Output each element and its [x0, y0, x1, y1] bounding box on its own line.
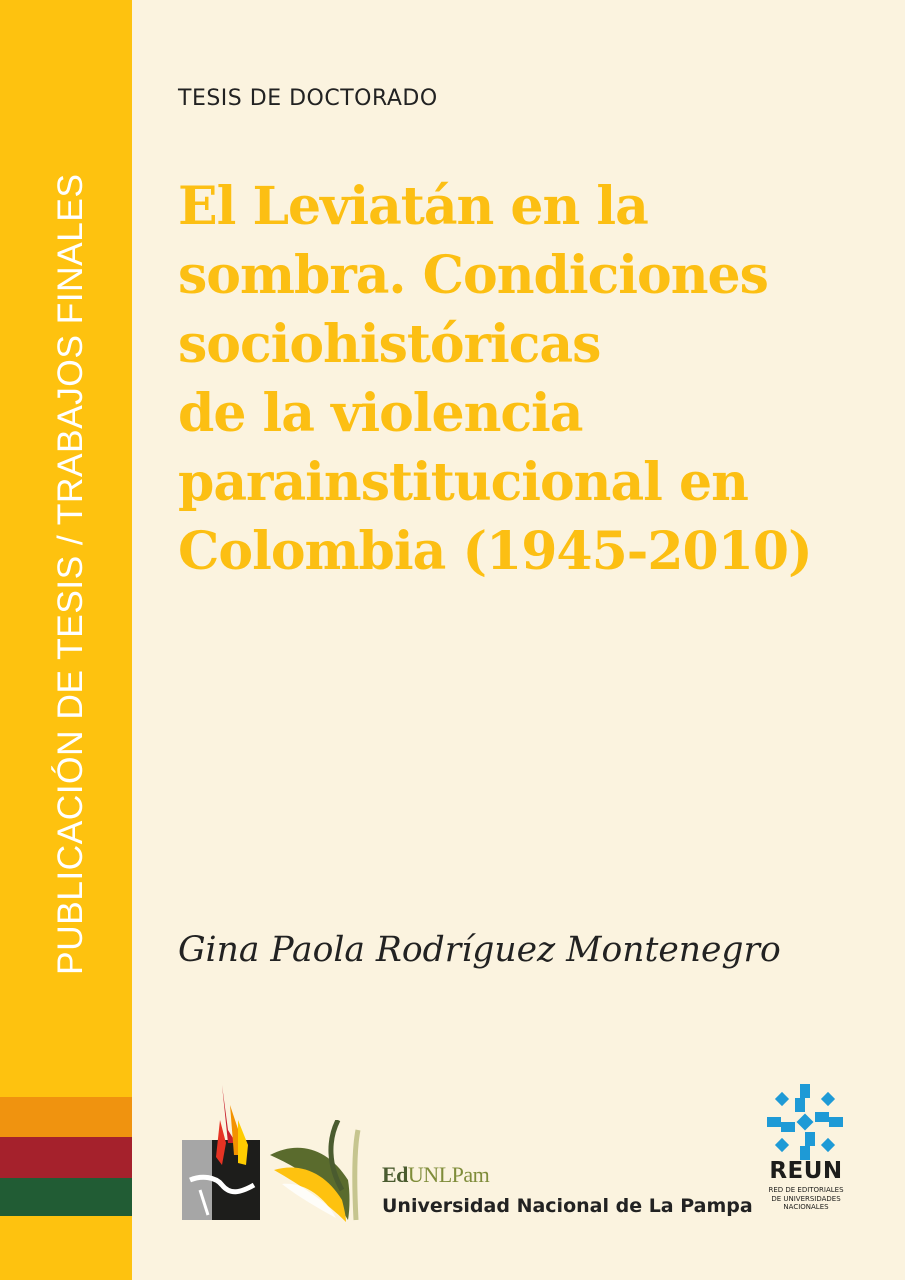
reun-subtitle [758, 1186, 854, 1212]
stripe-red [0, 1137, 132, 1178]
collection-label: PUBLICACIÓN DE TESIS / TRABAJOS FINALES [50, 173, 90, 975]
stripe-orange [0, 1097, 132, 1137]
book-title [178, 172, 878, 586]
edunlpam-book-leaves-icon [268, 1120, 373, 1225]
author-name: Gina Paola Rodríguez Montenegro [178, 930, 781, 970]
press-brand [382, 1162, 489, 1188]
series-label: TESIS DE DOCTORADO [178, 86, 438, 111]
title-line: Colombia (1945-2010) [178, 521, 812, 582]
press-brand-ed: Ed [382, 1162, 408, 1187]
reun-name: REUN [769, 1158, 843, 1184]
press-brand-rest: UNLPam [407, 1162, 490, 1187]
title-line: sociohistóricas [178, 314, 601, 375]
reun-subtitle-line: DE UNIVERSIDADES [771, 1194, 841, 1203]
title-line: El Leviatán en la [178, 176, 648, 237]
reun-subtitle-line: RED DE EDITORIALES [768, 1186, 844, 1194]
university-name: Universidad Nacional de La Pampa [382, 1195, 753, 1217]
stripe-green [0, 1178, 132, 1216]
reun-subtitle-line: NACIONALES [783, 1203, 829, 1211]
reun-pinwheel-icon [765, 1082, 845, 1162]
title-line: sombra. Condiciones [178, 245, 768, 306]
unlpam-emblem-icon [182, 1085, 262, 1220]
title-line: de la violencia [178, 383, 583, 444]
title-line: parainstitucional en [178, 452, 748, 513]
